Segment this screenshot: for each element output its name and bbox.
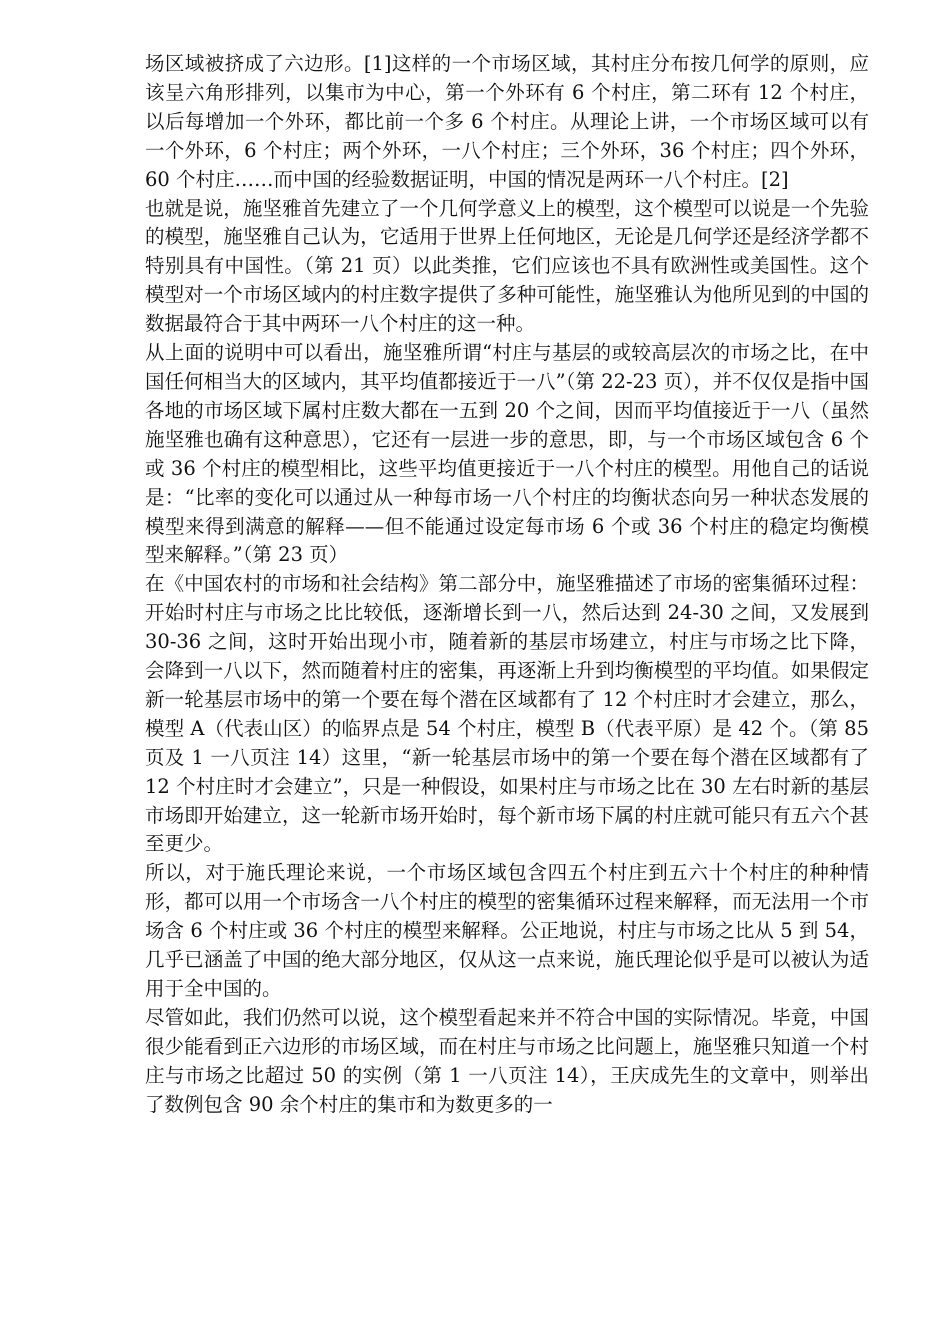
paragraph-2: 也就是说，施坚雅首先建立了一个几何学意义上的模型，这个模型可以说是一个先验的模型，施坚雅自己认为，它适用于世界上任何地区，无论是几何学还是经济学都不特别具有中国性。（第 21 页）以此类推，它们应该也不具有欧洲性或美国性。这个模型对一个市场区域内的村庄数字提供了多种可能性，施坚雅认为他所见到的中国的数据最符合于其中两环一八个村庄的这一种。 — [145, 196, 869, 336]
paragraph-5: 所以，对于施氏理论来说，一个市场区域包含四五个村庄到五六十个村庄的种种情形，都可以用一个市场含一八个村庄的模型的密集循环过程来解释，而无法用一个市场含 6 个村庄或 36 个村庄的模型来解释。公正地说，村庄与市场之比从 5 到 54，几乎已涵盖了中国的绝大部分地区，仅从这一点来说，施氏理论似乎是可以被认为适用于全中国的。 — [145, 861, 869, 1000]
paragraph-4: 在《中国农村的市场和社会结构》第二部分中，施坚雅描述了市场的密集循环过程：开始时村庄与市场之比比较低，逐渐增长到一八，然后达到 24-30 之间，又发展到 30-36 之间，这时开始出现小市，随着新的基层市场建立，村庄与市场之比下降，会降到一八以下，然而随着村庄的密集，再逐渐上升到均衡模型的平均值。如果假定新一轮基层市场中的第一个要在每个潜在区域都有了 12 个村庄时才会建立，那么，模型 A（代表山区）的临界点是 54 个村庄，模型 B（代表平原）是 42 个。（第 85 页及 1 一八页注 14）这里，“新一轮基层市场中的第一个要在每个潜在区域都有了 12 个村庄时才会建立”，只是一种假设，如果村庄与市场之比在 30 左右时新的基层市场即开始建立，这一轮新市场开始时，每个新市场下属的村庄就可能只有五六个甚至更少。 — [145, 572, 869, 856]
document-page — [145, 50, 869, 1120]
paragraph-3: 从上面的说明中可以看出，施坚雅所谓“村庄与基层的或较高层次的市场之比，在中国任何相当大的区域内，其平均值都接近于一八”（第 22-23 页），并不仅仅是指中国各地的市场区域下属村庄数大都在一五到 20 个之间，因而平均值接近于一八（虽然施坚雅也确有这种意思），它还有一层进一步的意思，即，与一个市场区域包含 6 个或 36 个村庄的模型相比，这些平均值更接近于一八个村庄的模型。用他自己的话说是：“比率的变化可以通过从一种每市场一八个村庄的均衡状态向另一种状态发展的模型来得到满意的解释——但不能通过设定每市场 6 个或 36 个村庄的稳定均衡模型来解释。”（第 23 页） — [145, 341, 869, 567]
paragraph-6: 尽管如此，我们仍然可以说，这个模型看起来并不符合中国的实际情况。毕竟，中国很少能看到正六边形的市场区域，而在村庄与市场之比问题上，施坚雅只知道一个村庄与市场之比超过 50 的实例（第 1 一八页注 14），王庆成先生的文章中，则举出了数例包含 90 余个村庄的集市和为数更多的一 — [145, 1005, 869, 1116]
paragraph-1: 场区域被挤成了六边形。[1]这样的一个市场区域，其村庄分布按几何学的原则，应该呈六角形排列，以集市为中心，第一个外环有 6 个村庄，第二环有 12 个村庄，以后每增加一个外环，都比前一个多 6 个村庄。从理论上讲，一个市场区域可以有一个外环，6 个村庄；两个外环，一八个村庄；三个外环，36 个村庄；四个外环，60 个村庄……而中国的经验数据证明，中国的情况是两环一八个村庄。[2] — [145, 52, 869, 191]
